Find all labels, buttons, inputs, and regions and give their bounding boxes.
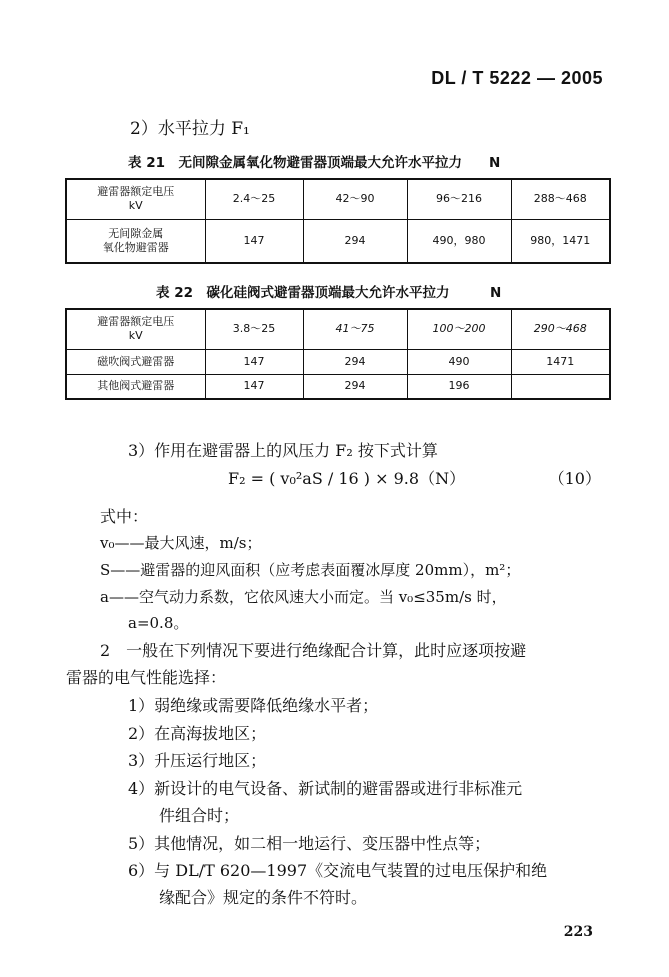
table21-cell: 980，1471: [511, 219, 610, 263]
list-item: 6）与 DL/T 620—1997《交流电气装置的过电压保护和绝: [128, 861, 548, 880]
definition-a: a——空气动力系数，它依风速大小而定。当 v₀≤35m/s 时，: [100, 588, 507, 606]
table22-caption: 表 22 碳化硅阀式避雷器顶端最大允许水平拉力 N: [156, 285, 502, 301]
definition-v0: v₀——最大风速，m/s；: [100, 534, 262, 552]
table22-row-label: 磁吹阀式避雷器: [66, 349, 205, 374]
paragraph-2-cont: 雷器的电气性能选择：: [66, 668, 227, 687]
table22: [65, 308, 611, 400]
table22-cell: 41～75: [303, 309, 407, 349]
list-item: 3）升压运行地区；: [128, 751, 267, 770]
formula-10: F₂ = ( v₀²aS / 16 ) × 9.8（N）: [228, 469, 466, 488]
definition-a-cont: a=0.8。: [128, 614, 189, 632]
table22-cell: 290～468: [511, 309, 610, 349]
table22-cell: 100～200: [407, 309, 511, 349]
table22-cell: 1471: [511, 349, 610, 374]
section-title-horizontal-force: 2）水平拉力 F₁: [130, 119, 250, 139]
list-item: 1）弱绝缘或需要降低绝缘水平者；: [128, 696, 379, 715]
table22-cell: 3.8～25: [205, 309, 303, 349]
table22-cell: 294: [303, 374, 407, 399]
table21-cell: 288～468: [511, 179, 610, 219]
table22-cell: [511, 374, 610, 399]
table22-cell: 147: [205, 374, 303, 399]
list-item: 2）在高海拔地区；: [128, 724, 267, 743]
table21-cell: 490，980: [407, 219, 511, 263]
page-number: 223: [563, 924, 593, 940]
table22-row-label: 其他阀式避雷器: [66, 374, 205, 399]
list-item: 5）其他情况，如二相一地运行、变压器中性点等；: [128, 834, 491, 853]
table21-cell: 147: [205, 219, 303, 263]
table21-header-voltage: 避雷器额定电压 kV: [66, 179, 205, 219]
table22-cell: 490: [407, 349, 511, 374]
formula-number: （10）: [548, 469, 601, 488]
list-item-cont: 件组合时；: [159, 806, 240, 825]
table21-cell: 2.4～25: [205, 179, 303, 219]
where-label: 式中：: [100, 507, 149, 526]
table21-cell: 96～216: [407, 179, 511, 219]
table21-cell: 42～90: [303, 179, 407, 219]
standard-code: DL / T 5222 — 2005: [431, 68, 603, 88]
table22-cell: 196: [407, 374, 511, 399]
list-item-cont: 缘配合》规定的条件不符时。: [159, 888, 368, 907]
table21-row-label: 无间隙金属 氧化物避雷器: [66, 219, 205, 263]
table22-header-voltage: 避雷器额定电压 kV: [66, 309, 205, 349]
item3-wind-force: 3）作用在避雷器上的风压力 F₂ 按下式计算: [128, 441, 438, 460]
table22-cell: 294: [303, 349, 407, 374]
table21: [65, 178, 611, 264]
definition-s: S——避雷器的迎风面积（应考虑表面覆冰厚度 20mm），m²；: [100, 561, 521, 579]
list-item: 4）新设计的电气设备、新试制的避雷器或进行非标准元: [128, 779, 523, 798]
paragraph-2: 2 一般在下列情况下要进行绝缘配合计算，此时应逐项按避: [100, 641, 527, 660]
table21-caption: 表 21 无间隙金属氧化物避雷器顶端最大允许水平拉力 N: [128, 155, 501, 171]
table22-cell: 147: [205, 349, 303, 374]
table21-cell: 294: [303, 219, 407, 263]
